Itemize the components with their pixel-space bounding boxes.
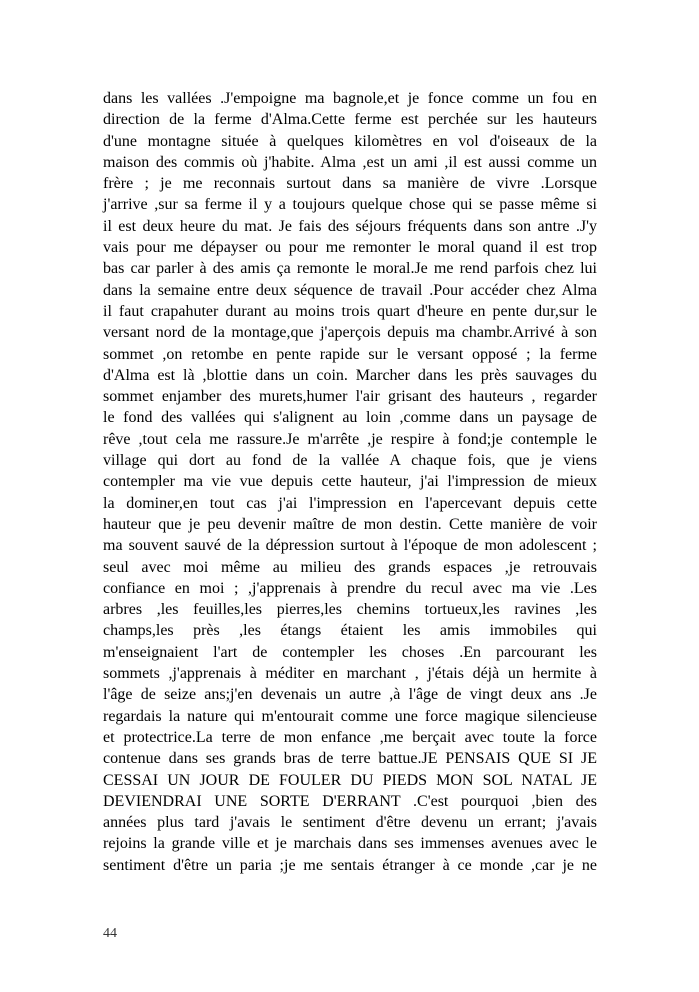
text-line: il faut crapahuter durant au moins trois quart d'heure en pente dur,sur le [103, 302, 597, 320]
text-line: arbres ,les feuilles,les pierres,les chemins tortueux,les ravines ,les [103, 601, 597, 619]
page-number: 44 [103, 926, 117, 941]
text-line: ma souvent sauvé de la dépression surtout à l'époque de mon adolescent ; [103, 537, 597, 555]
text-line: l'âge de seize ans;j'en devenais un autre ,à l'âge de vingt deux ans .Je [103, 686, 597, 704]
text-line: et protectrice.La terre de mon enfance ,me berçait avec toute la force [103, 728, 597, 746]
text-line: sommets ,j'apprenais à méditer en marchant , j'étais déjà un hermite à [103, 665, 597, 683]
text-line: CESSAI UN JOUR DE FOULER DU PIEDS MON SOL NATAL JE [103, 771, 597, 789]
text-line: seul avec moi même au milieu des grands espaces ,je retrouvais [103, 558, 597, 576]
text-line: d'une montagne située à quelques kilomètres en vol d'oiseaux de la [103, 132, 597, 150]
body-text [103, 88, 597, 876]
text-line: la dominer,en tout cas j'ai l'impression en l'apercevant depuis cette [103, 494, 597, 512]
text-line: village qui dort au fond de la vallée A chaque fois, que je viens [103, 452, 597, 470]
text-line: j'arrive ,sur sa ferme il y a toujours quelque chose qui se passe même si [103, 196, 597, 214]
text-line: rejoins la grande ville et je marchais dans ses immenses avenues avec le [103, 835, 597, 853]
text-line: années plus tard j'avais le sentiment d'être devenu un errant; j'avais [103, 814, 597, 832]
text-line: sommet ,on retombe en pente rapide sur le versant opposé ; la ferme [103, 345, 597, 363]
text-line: contempler ma vie vue depuis cette hauteur, j'ai l'impression de mieux [103, 473, 597, 491]
text-line: maison des commis où j'habite. Alma ,est un ami ,il est aussi comme un [103, 153, 597, 171]
text-line: versant nord de la montage,que j'aperçois depuis ma chambr.Arrivé à son [103, 324, 597, 342]
text-line: le fond des vallées qui s'alignent au loin ,comme dans un paysage de [103, 409, 597, 427]
text-line: sentiment d'être un paria ;je me sentais étranger à ce monde ,car je ne [103, 856, 597, 874]
text-line: direction de la ferme d'Alma.Cette ferme est perchée sur les hauteurs [103, 111, 597, 129]
text-line: DEVIENDRAI UNE SORTE D'ERRANT .C'est pourquoi ,bien des [103, 792, 597, 810]
text-line: m'enseignaient l'art de contempler les choses .En parcourant les [103, 643, 597, 661]
text-line: vais pour me dépayser ou pour me remonter le moral quand il est trop [103, 239, 597, 257]
text-line: dans la semaine entre deux séquence de travail .Pour accéder chez Alma [103, 281, 597, 299]
text-line: dans les vallées .J'empoigne ma bagnole,et je fonce comme un fou en [103, 90, 597, 107]
text-line: bas car parler à des amis ça remonte le moral.Je me rend parfois chez lui [103, 260, 597, 278]
text-line: contenue dans ses grands bras de terre battue.JE PENSAIS QUE SI JE [103, 750, 597, 768]
text-line: regardais la nature qui m'entourait comme une force magique silencieuse [103, 707, 597, 725]
text-line: il est deux heure du mat. Je fais des séjours fréquents dans son antre .J'y [103, 217, 597, 235]
text-line: champs,les près ,les étangs étaient les amis immobiles qui [103, 622, 597, 640]
text-line: rêve ,tout cela me rassure.Je m'arrête ,je respire à fond;je contemple le [103, 430, 597, 448]
text-line: hauteur que je peu devenir maître de mon destin. Cette manière de voir [103, 515, 597, 533]
text-line: d'Alma est là ,blottie dans un coin. Marcher dans les près sauvages du [103, 366, 597, 384]
text-line: confiance en moi ; ,j'apprenais à prendre du recul avec ma vie .Les [103, 579, 597, 597]
text-line: frère ; je me reconnais surtout dans sa manière de vivre .Lorsque [103, 175, 597, 193]
text-line: sommet enjamber des murets,humer l'air grisant des hauteurs , regarder [103, 388, 597, 406]
